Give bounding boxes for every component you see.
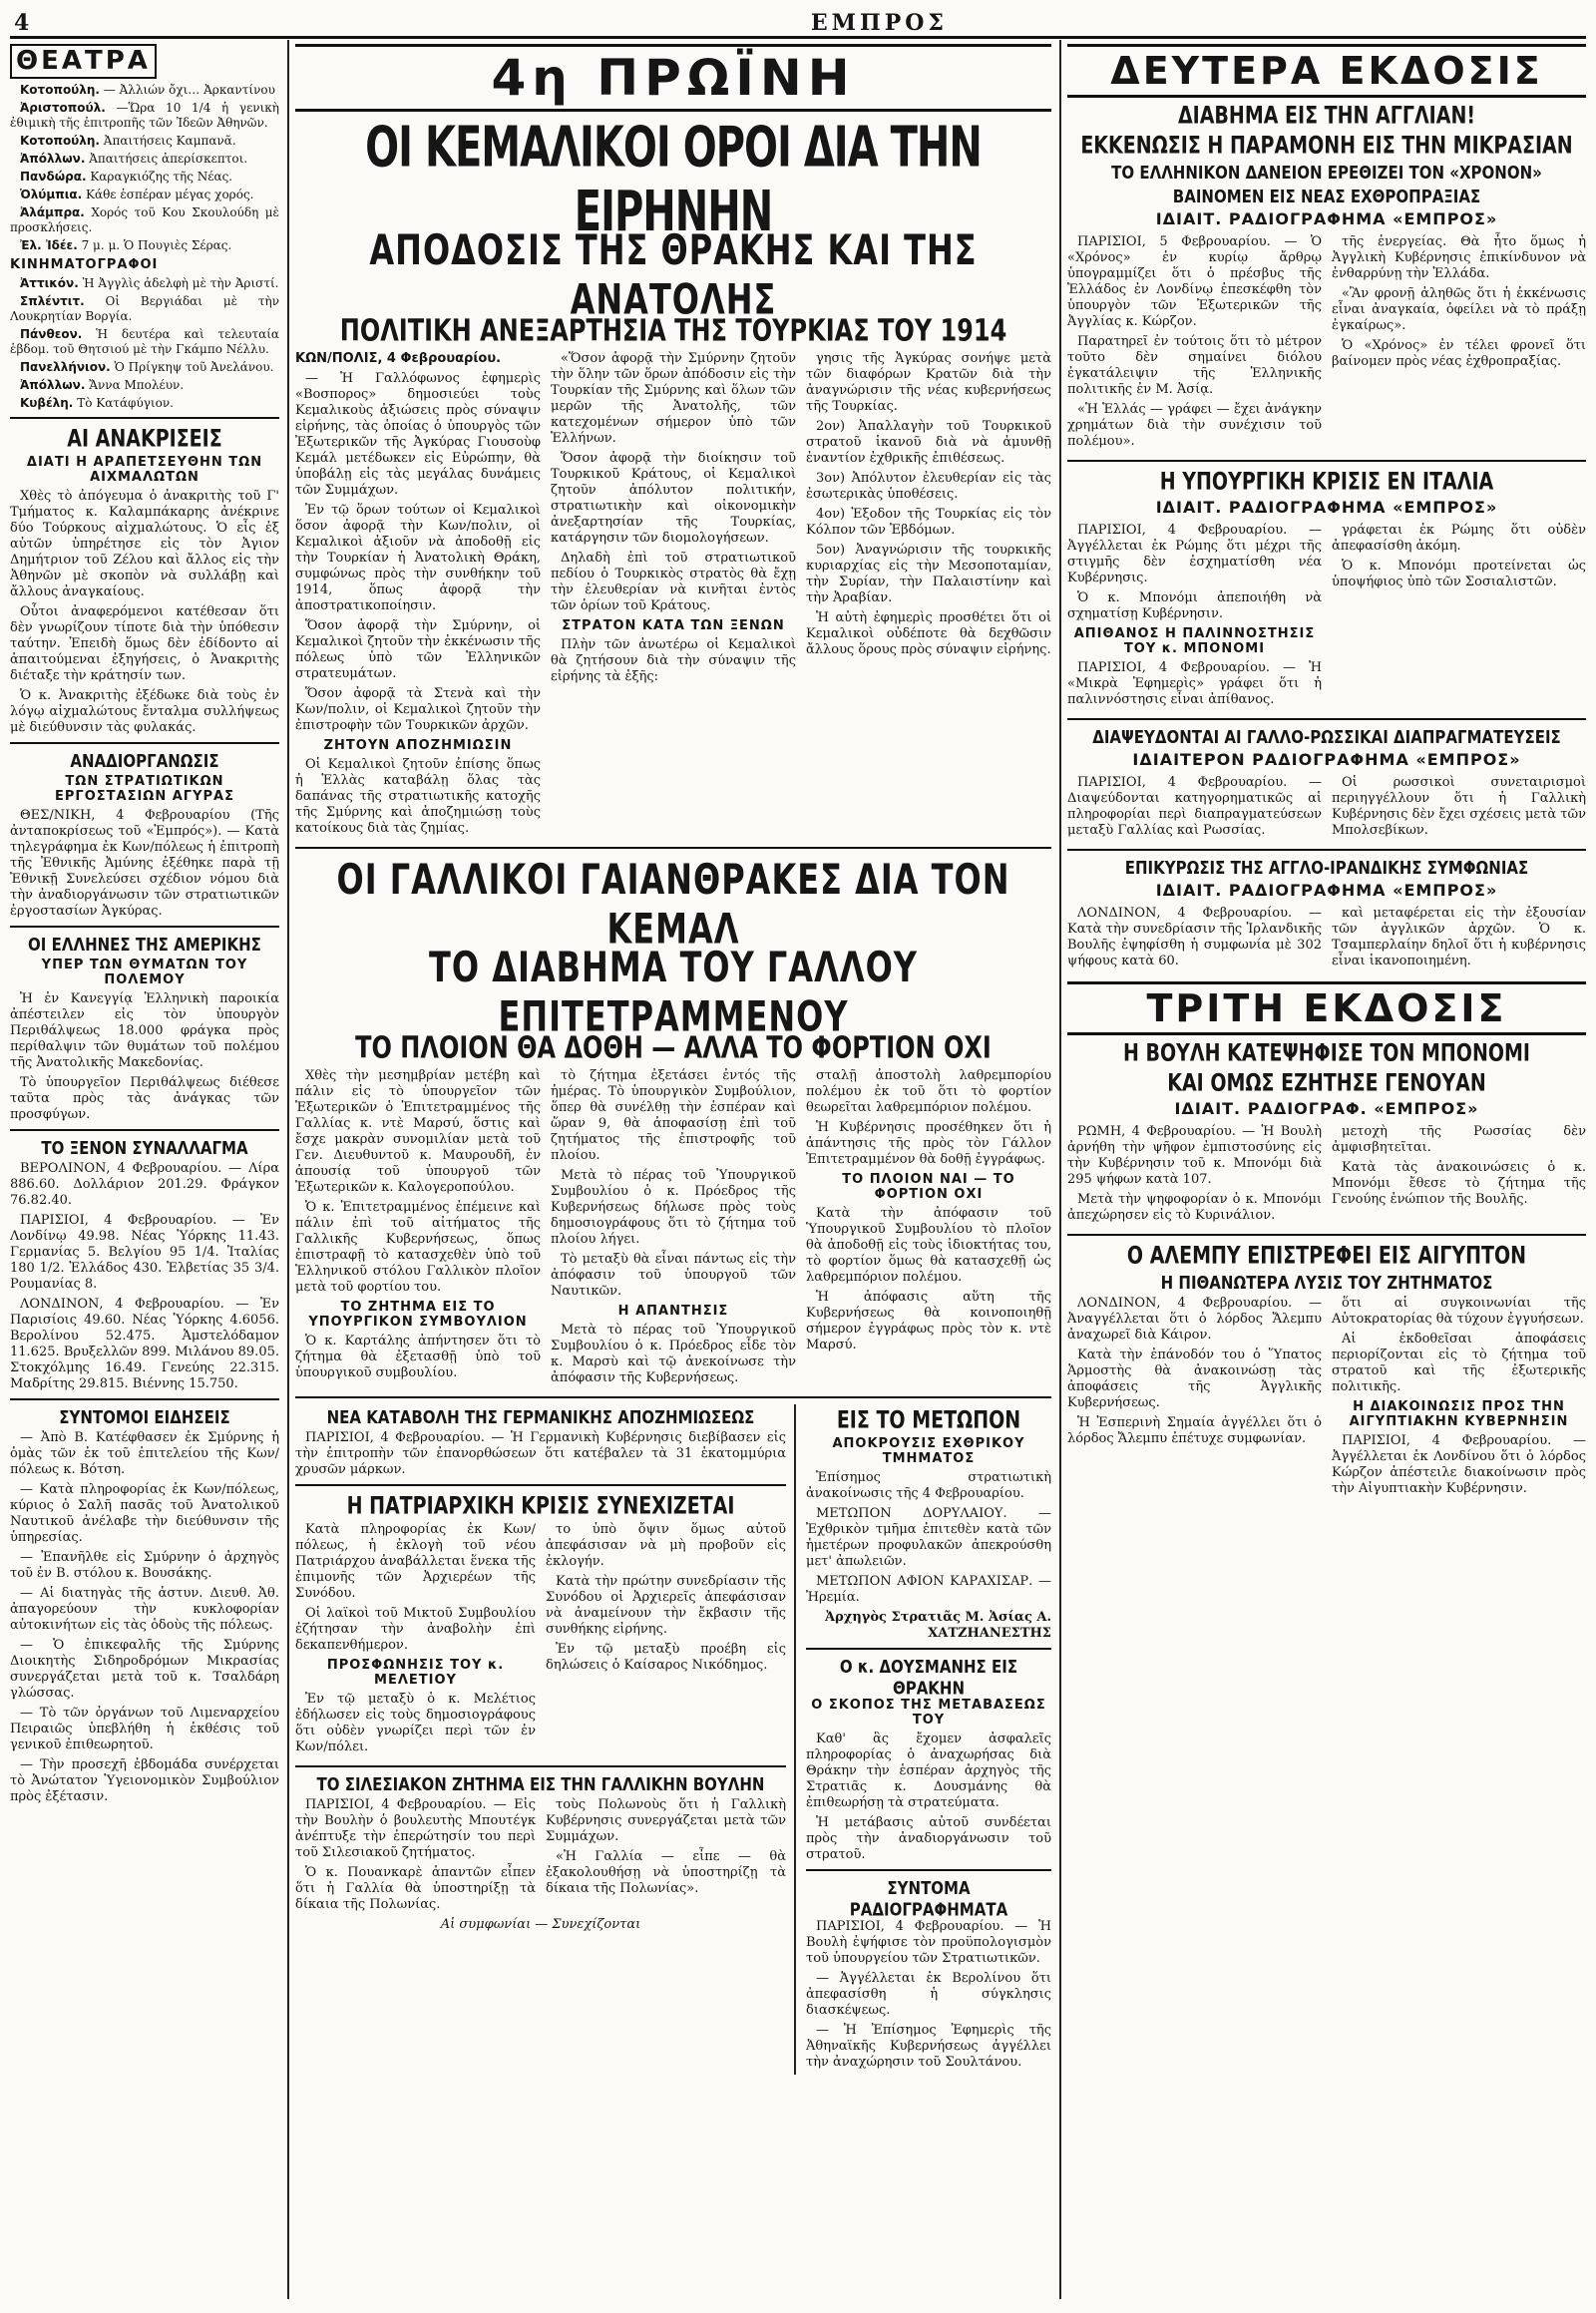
patriarch-subhead: ΠΡΟΣΦΩΝΗΣΙΣ ΤΟΥ κ. ΜΕΛΕΤΙΟΥ: [326, 1658, 505, 1688]
coal-subhead-3: ΤΟ ΠΛΟΙΟΝ ΝΑΙ — ΤΟ ΦΟΡΤΙΟΝ ΟΧΙ: [842, 1172, 1015, 1202]
cinema-title: ΚΙΝΗΜΑΤΟΓΡΑΦΟΙ: [10, 257, 159, 273]
listing-item: [10, 396, 279, 411]
front-body: [806, 1470, 1051, 1606]
listing-text: Ἀπαιτήσεις Καμπανᾶ.: [99, 134, 236, 149]
lead-subhead-2: ΣΤΡΑΤΟΝ ΚΑΤΑ ΤΩΝ ΞΕΝΩΝ: [562, 618, 785, 633]
paragraph: Χθὲς τὸ ἀπόγευμα ὁ ἀνακριτὴς τοῦ Γ' Τμήματος κ. Καλαμπάκαρης ἀνέκρινε δύο Τούρκους αἰχμαλώτους. Ὁ εἷς ἐξ αὐτῶν ὑπηρέτησε εἰς τὸν Ἀγιον Δημήτριον τοῦ Ζέλου καὶ ἄλλος εἰς τὴν Ἀθηνῶν μὲ σκοπὸν νὰ συλλάβῃ καὶ ἄλλους ἀναγκαίους.: [10, 489, 279, 600]
paragraph: 3ον) Ἀπόλυτον ἐλευθερίαν εἰς τὰς ἐσωτερικὰς ὑποθέσεις.: [806, 471, 1051, 502]
paragraph: Μετὰ τὸ πέρας τοῦ Ὑπουργικοῦ Συμβουλίου ὁ κ. Πρόεδρος εἶδε τὸν κ. Μαρσὺ καὶ τῷ ἀνεκοίνωσε τὴν ἀπόφασιν τῆς Κυβερνήσεως.: [551, 1323, 796, 1385]
anglo-irish-title: ΕΠΙΚΥΡΩΣΙΣ ΤΗΣ ΑΓΓΛΟ-ΙΡΑΝΔΙΚΗΣ ΣΥΜΦΩΝΙΑΣ: [1124, 857, 1529, 879]
paragraph: Ἐπίσημος στρατιωτικὴ ἀνακοίνωσις τῆς 4 Φεβρουαρίου.: [806, 1470, 1051, 1501]
column-rule: [287, 40, 289, 2299]
paragraph: Οἱ λαϊκοὶ τοῦ Μικτοῦ Συμβουλίου ἐζήτησαν τὴν ἀναβολὴν ἐπὶ δεκαπενθήμερον.: [295, 1606, 536, 1653]
paragraph: «Ὅσον ἀφορᾷ τὴν Σμύρνην ζητοῦν τὴν ὅλην τῶν ὅρων ἀπόδοσιν εἰς τὴν Τουρκίαν τῆς Σμύρνης καὶ ὅλων τῶν μερῶν τῆς Ἀνατολῆς, τῶν κατεχομένων σήμερον ὑπὸ τῶν Ἑλλήνων.: [551, 351, 796, 446]
allenby-subheadline: Η ΠΙΘΑΝΩΤΕΡΑ ΛΥΣΙΣ ΤΟΥ ΖΗΤΗΜΑΤΟΣ: [1160, 1272, 1493, 1294]
paragraph: Κατὰ πληροφορίας ἐκ Κων/πόλεως, ἡ ἐκλογὴ τοῦ νέου Πατριάρχου ἀναβάλλεται ἕνεκα τῆς ἐπιμονῆς τῶν Ἀρχιερέων τῆς Συνόδου.: [295, 1522, 536, 1601]
paragraph: Ἡ ἐν Κανεγγίᾳ Ἑλληνικὴ παροικία ἀπέστειλεν εἰς τὸν ὑπουργὸν Περιθάλψεως 18.000 φράγκα πρὸς περίθαλψιν τῶν θυμάτων τοῦ πολέμου τῆς Ἀνατολικῆς Μακεδονίας.: [10, 991, 279, 1071]
paragraph: σταλῇ ἀποστολὴ λαθρεμπορίου πολέμου ἐκ τοῦ ὅτι τὸ φορτίον θεωρεῖται λαθρεμπόριον πολέμου.: [806, 1068, 1051, 1115]
paragraph: Καθ' ἃς ἔχομεν ἀσφαλεῖς πληροφορίας ὁ ἀναχωρήσας διὰ Θράκην τὴν ἑσπέραν ἀρχηγὸς τῆς Στρατιᾶς κ. Δουσμάνης θὰ ἐπιθεωρήσῃ τὰ στρατεύματα.: [806, 1732, 1051, 1810]
paragraph: Δηλαδὴ ἐπὶ τοῦ στρατιωτικοῦ πεδίου ὁ Τουρκικὸς στρατὸς θὰ ἔχῃ τὴν ἐλευθερίαν νὰ κινῆται ἐντὸς τῶν ὁρίων τοῦ Κράτους.: [551, 551, 796, 613]
paragraph: 2ον) Ἀπαλλαγὴν τοῦ Τουρκικοῦ στρατοῦ ἱκανοῦ διὰ νὰ ἀμυνθῇ ἐναντίον ἐχθρικῆς ἐπιθέσεως.: [806, 419, 1051, 466]
paragraph: τοὺς Πολωνοὺς ὅτι ἡ Γαλλικὴ Κυβέρνησις συνεργάζεται μετὰ τῶν Συμμάχων.: [546, 1797, 786, 1844]
paragraph: ΒΕΡΟΛΙΝΟΝ, 4 Φεβρουαρίου. — Λίρα 886.60. Δολλάριον 201.29. Φράγκον 76.82.40.: [10, 1161, 279, 1209]
listing-name: Κοτοπούλη.: [20, 134, 100, 149]
listing-text: Καραγκιόζης τῆς Νέας.: [86, 170, 233, 185]
right-column: [1067, 44, 1586, 2300]
paragraph: — Ἐπανῆλθε εἰς Σμύρνην ὁ ἀρχηγὸς τοῦ ἐν Β. στόλου κ. Βουσάκης.: [10, 1550, 279, 1582]
listing-name: Ὀλύμπια.: [20, 188, 83, 202]
paragraph: Κατὰ τὰς ἀνακοινώσεις ὁ κ. Μπονόμι ἔθεσε τὸ ζήτημα τῆς Γενούης ἐνώπιον τῆς Βουλῆς.: [1332, 1160, 1586, 1207]
masthead: [10, 8, 1586, 39]
allenby-headline: Ο ΑΛΕΜΠΥ ΕΠΙΣΤΡΕΦΕΙ ΕΙΣ ΑΙΓΥΠΤΟΝ: [1126, 1242, 1527, 1270]
edition-4-title: 4η ΠΡΩΪΝΗ: [295, 44, 1051, 112]
paragraph: Αἱ ἐκδοθεῖσαι ἀποφάσεις περιορίζονται εἰς τὸ ζήτημα τοῦ στρατοῦ καὶ τῆς ἐξωτερικῆς πολιτικῆς.: [1332, 1332, 1586, 1394]
paragraph: ΠΑΡΙΣΙΟΙ, 4 Φεβρουαρίου. — Ἐν Λονδίνῳ 49.98. Νέας Ὑόρκης 11.43. Γερμανίας 5. Βελγίου 95 1/4. Ἰταλίας 180 1/2. Ἑλλάδος 430. Ἑλβετίας 35 3/4. Ρουμανίας 8.: [10, 1213, 279, 1293]
bonomi-headline: Η ΒΟΥΛΗ ΚΑΤΕΨΗΦΙΣΕ ΤΟΝ ΜΠΟΝΟΜΙ: [1123, 1039, 1530, 1067]
cinema-list: [10, 276, 279, 411]
listing-item: [10, 134, 279, 149]
paragraph: Κατὰ τὴν πρώτην συνεδρίασιν τῆς Συνόδου οἱ Ἀρχιερεῖς ἀπεφάσισαν νὰ ἀναμείνουν τὴν ἔκβασιν τῆς συνθήκης εἰρήνης.: [546, 1574, 786, 1637]
paragraph: Ἐν τῷ ὅρων τούτων οἱ Κεμαλικοὶ ὅσον ἀφορᾷ τὴν Κων/πολιν, οἱ Κεμαλικοὶ ἀξιοῦν νὰ ἀποδοθῇ εἰς τὴν Τουρκίαν ἡ Ἀνατολικὴ Θράκη, συμφώνως πρὸς τὴν συνθήκην τοῦ 1914, ὅπως ἀφορᾷ τὴν ἀποστρατικοποίησιν.: [295, 503, 541, 613]
paragraph: Μετὰ τὴν ψηφοφορίαν ὁ κ. Μπονόμι ἀπεχώρησεν εἰς τὸ Κυρινάλιον.: [1067, 1192, 1322, 1223]
listing-text: —Ὥρα 10 1/4 ἡ γενικὴ ἐθιμικὴ τῆς ἐπιτροπῆς τῶν Ἰδεῶν Ἀθηνῶν.: [10, 101, 279, 131]
paragraph: ὅτι αἱ συγκοινωνίαι τῆς Αὐτοκρατορίας θὰ τύχουν ἐγγυήσεων.: [1332, 1296, 1586, 1327]
front-title: ΕΙΣ ΤΟ ΜΕΤΩΠΟΝ: [836, 1406, 1021, 1434]
listing-name: Ἀριστοπούλ.: [20, 101, 106, 116]
paragraph: ΛΟΝΔΙΝΟΝ, 4 Φεβρουαρίου. — Κατὰ τὴν συνεδρίασιν τῆς Ἰρλανδικῆς Βουλῆς ἐψηφίσθη ἡ συμφωνία μὲ 302 ψήφους κατὰ 60.: [1067, 906, 1322, 968]
front-subtitle: ΑΠΟΚΡΟΥΣΙΣ ΕΧΘΡΙΚΟΥ ΤΜΗΜΑΤΟΣ: [832, 1436, 1025, 1466]
allenby-subhead: Η ΔΙΑΚΟΙΝΩΣΙΣ ΠΡΟΣ ΤΗΝ ΑΙΓΥΠΤΙΑΚΗΝ ΚΥΒΕΡΝΗΣΙΝ: [1349, 1399, 1569, 1429]
dousmanis-body: [806, 1732, 1051, 1863]
england-subheadline: ΕΚΚΕΝΩΣΙΣ Η ΠΑΡΑΜΟΝΗ ΕΙΣ ΤΗΝ ΜΙΚΡΑΣΙΑΝ: [1080, 132, 1573, 160]
paragraph: Ὅσον ἀφορᾷ τὴν Σμύρνην, οἱ Κεμαλικοὶ ζητοῦν τὴν ἐκκένωσιν τῆς πόλεως ὑπὸ τῶν Ἑλληνικῶν στρατευμάτων.: [295, 618, 541, 681]
england-deck-2: ΒΑΙΝΟΜΕΝ ΕΙΣ ΝΕΑΣ ΕΧΘΡΟΠΡΑΞΙΑΣ: [1172, 186, 1481, 207]
paragraph: Οὗτοι ἀναφερόμενοι κατέθεσαν ὅτι δὲν γνωρίζουν τίποτε διὰ τὴν ὑπόθεσιν ταύτην. Ἐπειδὴ ὅμως δὲν ἐδίδοντο αἱ ἀπαιτούμεναι ἐξηγήσεις, ὁ Ἀνακριτὴς διέταξε τὴν κράτησίν των.: [10, 604, 279, 684]
paragraph: 4ον) Ἐξοδον τῆς Τουρκίας εἰς τὸν Κόλπον τῶν Ἐβδόμων.: [806, 507, 1051, 538]
paragraph: ΜΕΤΩΠΟΝ ΔΟΡΥΛΑΙΟΥ. — Ἐχθρικὸν τμῆμα ἐπιτεθὲν κατὰ τῶν ἡμετέρων προφυλακῶν ἀπεκρούσθη μετ' ἀπωλειῶν.: [806, 1506, 1051, 1569]
paragraph: — Ἀπὸ Β. Κατέφθασεν ἐκ Σμύρνης ἡ ὁμὰς τῶν ἐκ τοῦ ἐπιτελείου τῆς Κων/πόλεως κ. Βότση.: [10, 1430, 279, 1478]
investigations-subtitle: ΔΙΑΤΙ Η ΑΡΑΠΕΤΣΕΥΘΗΝ ΤΩΝ ΑΙΧΜΑΛΩΤΩΝ: [26, 455, 263, 486]
patriarch-title: Η ΠΑΤΡΙΑΡΧΙΚΗ ΚΡΙΣΙΣ ΣΥΝΕΧΙΖΕΤΑΙ: [346, 1492, 735, 1520]
listing-name: Πανελλήνιον.: [20, 360, 111, 375]
lead-deck: ΠΟΛΙΤΙΚΗ ΑΝΕΞΑΡΤΗΣΙΑ ΤΗΣ ΤΟΥΡΚΙΑΣ ΤΟΥ 1914: [339, 313, 1007, 348]
listing-name: Σπλέντιτ.: [20, 294, 85, 309]
paragraph: ΘΕΣ/ΝΙΚΗ, 4 Φεβρουαρίου (Τῆς ἀνταποκρίσεως τοῦ «Ἐμπρός»). — Κατὰ τηλεγράφημα ἐκ Κων/πόλεως ἡ ἐπιτροπὴ τῆς Ἐθνικῆς Ἀμύνης ἐξέθηκε παρὰ τῇ Ἐθνικῇ Συνελεύσει σχέδιον νόμου διὰ τὴν ἀναδιοργάνωσιν τῶν στρατιωτικῶν ἐργοστασίων Ἀγκύρας.: [10, 808, 279, 920]
listing-text: Οἱ Βεργιάδαι μὲ τὴν Λουκρητίαν Βοργία.: [10, 294, 279, 324]
paragraph: Τὸ μεταξὺ θὰ εἶναι πάντως εἰς τὴν ἀπόφασιν τοῦ ὑπουργοῦ τῶν Ναυτικῶν.: [551, 1252, 796, 1299]
listing-name: Ἐλ. Ἰδέε.: [20, 238, 78, 253]
paragraph: ΠΑΡΙΣΙΟΙ, 4 Φεβρουαρίου. — Ἡ Βουλὴ ἐψήφισε τὸν προϋπολογισμὸν τοῦ ὑπουργείου τῶν Στρατιωτικῶν.: [806, 1919, 1051, 1966]
radiograms-body: [806, 1919, 1051, 2071]
paragraph: — Τὸ τῶν ὀργάνων τοῦ Λιμεναρχείου Πειραιῶς ὑπεβλήθη ἡ ἐκθέσις τοῦ γενικοῦ ἐπιθεωρητοῦ.: [10, 1706, 279, 1753]
england-source: ΙΔΙΑΙΤ. ΡΑΔΙΟΓΡΑΦΗΜΑ «ΕΜΠΡΟΣ»: [1155, 209, 1498, 228]
reorganization-title: ΑΝΑΔΙΟΡΓΑΝΩΣΙΣ: [70, 750, 219, 772]
paragraph: γησις τῆς Ἀγκύρας σονήψε μετὰ τῶν διαφόρων Κρατῶν διὰ τὴν ἀναγνώρισιν τῆς νέας κυβερνήσεως τῆς Τουρκίας.: [806, 351, 1051, 414]
listing-item: [10, 294, 279, 324]
listing-item: [10, 238, 279, 253]
german-reparations-title: ΝΕΑ ΚΑΤΑΒΟΛΗ ΤΗΣ ΓΕΡΜΑΝΙΚΗΣ ΑΠΟΖΗΜΙΩΣΕΩΣ: [326, 1406, 755, 1428]
listing-text: Κάθε ἑσπέραν μέγας χορός.: [82, 188, 254, 202]
paper-name: ΕΜΠΡΟΣ: [810, 10, 948, 36]
coal-subhead-1: ΤΟ ΖΗΤΗΜΑ ΕΙΣ ΤΟ ΥΠΟΥΡΓΙΚΟΝ ΣΥΜΒΟΥΛΙΟΝ: [308, 1300, 528, 1330]
greeks-america-body: [10, 991, 279, 1123]
listing-item: [10, 205, 279, 235]
franco-russian-source: ΙΔΙΑΙΤΕΡΟΝ ΡΑΔΙΟΓΡΑΦΗΜΑ «ΕΜΠΡΟΣ»: [1132, 750, 1521, 769]
listing-item: [10, 83, 279, 98]
paragraph: «Ἂν φρονῇ ἀληθῶς ὅτι ἡ ἐκκένωσις εἶναι ἀναγκαία, ὀφείλει νὰ τὸ πράξῃ ἐγκαίρως».: [1332, 286, 1586, 333]
paragraph: Ὁ κ. Καρτάλης ἀπήντησεν ὅτι τὸ ζήτημα θὰ ἐξετασθῇ ὑπὸ τοῦ ὑπουργικοῦ συμβουλίου.: [295, 1334, 541, 1380]
paragraph: Ὁ κ. Ἐπιτετραμμένος ἐπέμεινε καὶ πάλιν ἐπὶ τοῦ αἰτήματος τῆς Γαλλικῆς Κυβερνήσεως, ὅπως ἐπιστραφῇ τὸ κατασχεθὲν ὑπὸ τοῦ Ἑλληνικοῦ στόλου Γαλλικὸν πλοῖον μετὰ τοῦ φορτίου του.: [295, 1200, 541, 1295]
paragraph: ΠΑΡΙΣΙΟΙ, 4 Φεβρουαρίου. — Ἀγγέλλεται ἐκ Ρώμης ὅτι μέχρι τῆς στιγμῆς δὲν ἐσχηματίσθη νέα Κυβέρνησις.: [1067, 523, 1322, 585]
paragraph: ΛΟΝΔΙΝΟΝ, 4 Φεβρουαρίου. — Ἐν Παρισίοις 49.60. Νέας Ὑόρκης 4.6056. Βερολίνου 52.475. Ἀμστελόδαμον 11.625. Βρυξελλῶν 899. Μιλάνου 89.05. Στοκχόλμης 16.49. Γενεύης 22.315. Μαδρίτης 29.815. Βιέννης 15.750.: [10, 1297, 279, 1392]
listing-item: [10, 188, 279, 202]
listing-item: [10, 152, 279, 167]
paragraph: ΠΑΡΙΣΙΟΙ, 4 Φεβρουαρίου. — Εἰς τὴν Βουλὴν ὁ βουλευτὴς Μπουτέγκ ἀνέπτυξε τὴν ἐπερώτησίν του περὶ τοῦ Σιλεσιακοῦ ζητήματος.: [295, 1797, 536, 1860]
paragraph: καὶ μεταφέρεται εἰς τὴν ἐξουσίαν τῶν ἀγγλικῶν ἀρχῶν. Ὁ κ. Τσαμπερλαίην δηλοῖ ὅτι ἡ κυβέρνησις εἶναι ἱκανοποιημένη.: [1332, 906, 1586, 968]
listing-name: Κοτοπούλη.: [20, 83, 100, 98]
paragraph: Ὁ κ. Πουανκαρὲ ἀπαντῶν εἶπεν ὅτι ἡ Γαλλία θὰ ὑποστηρίξῃ τὰ δίκαια τῆς Πολωνίας.: [295, 1865, 536, 1912]
paragraph: ΠΑΡΙΣΙΟΙ, 4 Φεβρουαρίου. — Ἀγγέλλεται ἐκ Λονδίνου ὅτι ὁ λόρδος Κώρζον ἀπέστειλε διακοίνωσιν πρὸς τὴν Αἰγυπτιακὴν Κυβέρνησιν.: [1332, 1433, 1586, 1496]
listing-text: Χορός τοῦ Κου Σκουλούδη μὲ προσκλήσεις.: [10, 205, 279, 235]
lead-dateline: ΚΩΝ/ΠΟΛΙΣ, 4 Φεβρουαρίου.: [295, 351, 502, 366]
dousmanis-title: Ο κ. ΔΟΥΣΜΑΝΗΣ ΕΙΣ ΘΡΑΚΗΝ: [839, 1656, 1018, 1700]
paragraph: Παρατηρεῖ ἐν τούτοις ὅτι τὸ μέτρον τοῦτο δὲν σημαίνει διόλου ἐγκατάλειψιν τῆς Ἑλληνικῆς πολιτικῆς ἐν Μ. Ἀσίᾳ.: [1067, 334, 1322, 397]
investigations-title: ΑΙ ΑΝΑΚΡΙΣΕΙΣ: [67, 425, 222, 453]
paragraph: γράφεται ἐκ Ρώμης ὅτι οὐδὲν ἀπεφασίσθη ἀκόμη.: [1332, 523, 1586, 554]
paragraph: Ὅσον ἀφορᾷ τὰ Στενὰ καὶ τὴν Κων/πολιν, οἱ Κεμαλικοὶ ζητοῦν τὴν ἐπιστροφὴν τῶν Τουρκικῶν ἀρχῶν.: [295, 686, 541, 733]
paragraph: Ἡ αὐτὴ ἐφημερὶς προσθέτει ὅτι οἱ Κεμαλικοὶ οὐδέποτε θὰ δεχθῶσιν ἄλλους ὅρους πρὸς σύναψιν εἰρήνης.: [806, 610, 1051, 657]
listing-item: [10, 276, 279, 291]
paragraph: «Ἡ Ἑλλάς — γράφει — ἔχει ἀνάγκην χρημάτων διὰ τὴν συνέχισιν τοῦ πολέμου».: [1067, 402, 1322, 449]
theatres-title: ΘΕΑΤΡΑ: [10, 44, 157, 79]
paragraph: Μετὰ τὸ πέρας τοῦ Ὑπουργικοῦ Συμβουλίου ὁ κ. Πρόεδρος τῆς Κυβερνήσεως δήλωσε πρὸς τοὺς δημοσιογράφους ὅτι τὸ ζήτημα τοῦ πλοίου λήγει.: [551, 1168, 796, 1247]
paragraph: μετοχὴ τῆς Ρωσσίας δὲν ἀμφισβητεῖται.: [1332, 1124, 1586, 1155]
paragraph: Οἱ ρωσσικοὶ συνεταιρισμοὶ περιηγγέλλουν ὅτι ἡ Γαλλικὴ Κυβέρνησις δὲν ἔχει σχέσεις μετὰ τῶν Μπολσεβίκων.: [1332, 775, 1586, 838]
center-column: [295, 44, 1051, 2300]
paragraph: Ὅσον ἀφορᾷ τὴν διοίκησιν τοῦ Τουρκικοῦ Κράτους, οἱ Κεμαλικοὶ ζητοῦν ἀπόλυτον πολιτικήν, στρατιωτικὴν καὶ οἰκονομικὴν ἀνεξαρτησίαν τῆς Τουρκίας, κατάργησιν τῶν διομολογήσεων.: [551, 451, 796, 546]
listing-name: Ἀπόλλων.: [20, 152, 86, 167]
listing-name: Πανδώρα.: [20, 170, 87, 185]
paragraph: Ὁ κ. Ἀνακριτὴς ἐξέδωκε διὰ τοὺς ἐν λόγῳ αἰχμαλώτους ἔνταλμα συλλήψεως μὲ διεύθυνσιν τὰς φυλακάς.: [10, 688, 279, 736]
front-signature: Ἀρχηγὸς Στρατιᾶς Μ. Ἀσίας Α. ΧΑΤΖΗΑΝΕΣΤΗΣ: [825, 1610, 1051, 1641]
investigations-body: [10, 489, 279, 736]
german-reparations-body: [295, 1430, 786, 1478]
listing-name: Ἀλάμπρα.: [20, 205, 85, 220]
paragraph: «Ἡ Γαλλία — εἶπε — θὰ ἐξακολουθήσῃ νὰ ὑποστηρίζῃ τὰ δίκαια τῆς Πολωνίας».: [546, 1849, 786, 1896]
listing-name: Πάνθεον.: [20, 327, 83, 342]
listing-name: Ἀττικόν.: [20, 276, 79, 291]
paragraph: τὸ ζήτημα ἐξετάσει ἐντός τῆς ἡμέρας. Τὸ ὑπουργικὸν Συμβούλιον, ὅπερ θὰ συνέλθῃ τὴν ἑσπέραν καὶ ὥραν 9, θὰ ἀποφασίσῃ ἐπὶ τοῦ ζητήματος τῆς ἐπιστροφῆς τοῦ πλοίου.: [551, 1068, 796, 1163]
lead-article: [295, 351, 1051, 841]
coal-subheadline: ΤΟ ΔΙΑΒΗΜΑ ΤΟΥ ΓΑΛΛΟΥ ΕΠΙΤΕΤΡΑΜΜΕΝΟΥ: [429, 943, 918, 1041]
reorganization-subtitle: ΤΩΝ ΣΤΡΑΤΙΩΤΙΚΩΝ ΕΡΓΟΣΤΑΣΙΩΝ ΑΓΥΡΑΣ: [55, 774, 234, 805]
reorganization-body: [10, 808, 279, 920]
listing-item: [10, 360, 279, 375]
england-headline: ΔΙΑΒΗΜΑ ΕΙΣ ΤΗΝ ΑΓΓΛΙΑΝ!: [1177, 102, 1476, 130]
listing-text: Ἡ δευτέρα καὶ τελευταία ἑβδομ. τοῦ Θητσιού μὲ τὴν Γκάμπο Νέλλυ.: [10, 327, 279, 357]
paragraph: — Τὴν προσεχῆ ἑβδομάδα συνέρχεται τὸ Ἀνώτατον Ὑγειονομικὸν Συμβούλιον πρὸς ἐξέτασιν.: [10, 1757, 279, 1805]
paragraph: ΜΕΤΩΠΟΝ ΑΦΙΟΝ ΚΑΡΑΧΙΣΑΡ. — Ἠρεμία.: [806, 1574, 1051, 1605]
paragraph: Οἱ Κεμαλικοὶ ζητοῦν ἐπίσης ὅπως ἡ Ἑλλὰς καταβάλῃ ὅλας τὰς δαπάνας τῆς στρατιωτικῆς κατοχῆς τῆς Σμύρνης καὶ ἀποζημιώσῃ τοὺς κατοίκους διὰ τὰς ζημίας.: [295, 757, 541, 836]
exchange-body: [10, 1161, 279, 1392]
bonomi-source: ΙΔΙΑΙΤ. ΡΑΔΙΟΓΡΑΦ. «ΕΜΠΡΟΣ»: [1174, 1099, 1479, 1118]
paragraph: ΠΑΡΙΣΙΟΙ, 4 Φεβρουαρίου. — Ἡ Γερμανικὴ Κυβέρνησις διεβίβασεν εἰς τὴν ἐπιτροπὴν τῶν ἐπανορθώσεων ὅτι κατέβαλεν τὰ 31 ἑκατομμύρια χρυσῶν μάρκων.: [295, 1430, 786, 1477]
paragraph: — Ἡ Γαλλόφωνος ἐφημερὶς «Βοσπορος» δημοσιεύει τοὺς Κεμαλικοὺς ἀξιώσεις πρὸς σύναψιν εἰρήνης, τὰς ὁποίας ὁ ὑπουργὸς τῶν Ἐξωτερικῶν τῆς Ἀγκύρας Γιουσοὺφ Κεμάλ μετέδωκεν εἰς Εὐρώπην, θὰ ὑποβάλῃ εἰς τὰς μεγάλας δυνάμεις τῶν Συμμάχων.: [295, 371, 541, 498]
listing-item: [10, 101, 279, 131]
silesia-footer: Αἱ συμφωνίαι — Συνεχίζονται: [440, 1917, 641, 1932]
coal-deck: ΤΟ ΠΛΟΙΟΝ ΘΑ ΔΟΘΗ — ΑΛΛΑ ΤΟ ΦΟΡΤΙΟΝ ΟΧΙ: [355, 1030, 992, 1065]
paragraph: Πλὴν τῶν ἀνωτέρω οἱ Κεμαλικοὶ θὰ ζητήσουν διὰ τὴν σύναψιν τῆς εἰρήνης τὰ ἑξῆς:: [551, 637, 796, 684]
listing-item: [10, 170, 279, 185]
lead-headline: ΟΙ ΚΕΜΑΛΙΚΟΙ ΟΡΟΙ ΔΙΑ ΤΗΝ ΕΙΡΗΝΗΝ: [365, 116, 982, 244]
italy-source: ΙΔΙΑΙΤ. ΡΑΔΙΟΓΡΑΦΗΜΑ «ΕΜΠΡΟΣ»: [1155, 498, 1498, 517]
listing-text: Ἡ Ἀγγλὶς ἀδελφὴ μὲ τὴν Ἀριστί.: [78, 276, 279, 291]
listing-item: [10, 378, 279, 393]
listing-text: — Ἀλλιών ὄχι… Ἀρκαντίνου: [99, 83, 275, 98]
paragraph: — Αἱ διατηγὰς τῆς ἀστυν. Διευθ. Ἀθ. ἀπαγορεύουν τὴν κυκλοφορίαν αὐτοκινήτων εἰς τὰς ὁδοὺς τῆς πόλεως.: [10, 1586, 279, 1634]
bonomi-subheadline: ΚΑΙ ΟΜΩΣ ΕΖΗΤΗΣΕ ΓΕΝΟΥΑΝ: [1167, 1069, 1486, 1097]
paragraph: — Ἀγγέλλεται ἐκ Βερολίνου ὅτι ἀπεφασίσθη ἡ σύγκλησις διασκέψεως.: [806, 1971, 1051, 2018]
edition-3-title: ΤΡΙΤΗ ΕΚΔΟΣΙΣ: [1067, 981, 1586, 1035]
radiograms-title: ΣΥΝΤΟΜΑ ΡΑΔΙΟΓΡΑΦΗΜΑΤΑ: [849, 1877, 1008, 1921]
listing-text: 7 μ. μ. Ὁ Πουγιὲς Σέρας.: [77, 238, 232, 253]
lead-subheadline: ΑΠΟΔΟΣΙΣ ΤΗΣ ΘΡΑΚΗΣ ΚΑΙ ΤΗΣ ΑΝΑΤΟΛΗΣ: [369, 225, 978, 324]
paragraph: Τὸ ὑπουργεῖον Περιθάλψεως διέθεσε ταῦτα πρὸς τὰς ἀνάγκας τῶν προσφύγων.: [10, 1075, 279, 1123]
greeks-america-title: ΟΙ ΕΛΛΗΝΕΣ ΤΗΣ ΑΜΕΡΙΚΗΣ: [28, 934, 261, 956]
coal-subhead-2: Η ΑΠΑΝΤΗΣΙΣ: [617, 1304, 729, 1319]
brief-news-body: [10, 1430, 279, 1805]
coal-article: [295, 1068, 1051, 1390]
paragraph: Ἡ Ἐσπερινὴ Σημαία ἀγγέλλει ὅτι ὁ λόρδος Ἄλεμπυ ἐπέτυχε συμφωνίαν.: [1067, 1415, 1322, 1446]
paragraph: Ἡ μετάβασις αὐτοῦ συνδέεται πρὸς τὴν ἀναδιοργάνωσιν τοῦ στρατοῦ.: [806, 1815, 1051, 1862]
paragraph: τῆς ἐνεργείας. Θὰ ἦτο ὅμως ἡ Ἀγγλικὴ Κυβέρνησις ἐπικίνδυνον νὰ ἐνθαρρύνῃ τὴν Ἑλλάδα.: [1332, 234, 1586, 281]
paragraph: Ἐν τῷ μεταξὺ προέβη εἰς δηλώσεις ὁ Καίσαρος Νικόδημος.: [546, 1642, 786, 1673]
dousmanis-subtitle: Ο ΣΚΟΠΟΣ ΤΗΣ ΜΕΤΑΒΑΣΕΩΣ ΤΟΥ: [811, 1698, 1046, 1728]
listing-name: Κυβέλη.: [20, 396, 74, 411]
paragraph: 5ον) Ἀναγνώρισιν τῆς τουρκικῆς κυριαρχίας εἰς τὴν Μεσοποταμίαν, τὴν Συρίαν, τὴν Παλαιστίνην καὶ τὴν Ἀραβίαν.: [806, 543, 1051, 605]
paragraph: το ὑπὸ ὄψιν ὅμως αὐτοῦ ἀπεφάσισαν νὰ μὴ προβοῦν εἰς ἐκλογήν.: [546, 1522, 786, 1569]
paragraph: Ὁ κ. Μπονόμι προτείνεται ὡς ὑποψήφιος ὑπὸ τῶν Σοσιαλιστῶν.: [1332, 559, 1586, 589]
paragraph: Ἐν τῷ μεταξὺ ὁ κ. Μελέτιος ἐδήλωσεν εἰς τοὺς δημοσιογράφους ὅτι οὐδὲν γνωρίζει περὶ τῶν ἐν Κων/πόλει.: [295, 1692, 536, 1754]
paragraph: — Ὁ ἐπικεφαλῆς τῆς Σμύρνης Διοικητὴς Σιδηροδρόμων Μικρασίας συνεργάζεται μετὰ τοῦ κ. Τσαλδάρη γλώσσας.: [10, 1638, 279, 1702]
lead-subhead-1: ΖΗΤΟΥΝ ΑΠΟΖΗΜΙΩΣΙΝ: [323, 738, 513, 753]
anglo-irish-source: ΙΔΙΑΙΤ. ΡΑΔΙΟΓΡΑΦΗΜΑ «ΕΜΠΡΟΣ»: [1155, 881, 1498, 900]
italy-subhead: ΑΠΙΘΑΝΟΣ Η ΠΑΛΙΝΝΟΣΤΗΣΙΣ ΤΟΥ κ. ΜΠΟΝΟΜΙ: [1073, 626, 1316, 656]
listing-item: [10, 327, 279, 357]
paragraph: Κατὰ τὴν ἀπόφασιν τοῦ Ὑπουργικοῦ Συμβουλίου τὸ πλοῖον θὰ ἀποδοθῇ εἰς τοὺς ἰδιοκτήτας του, τὸ φορτίον ὅμως θὰ κατασχεθῇ ὡς λαθρεμπόριον πολέμου.: [806, 1206, 1051, 1285]
left-column: [10, 44, 279, 2300]
silesia-title: ΤΟ ΣΙΛΕΣΙΑΚΟΝ ΖΗΤΗΜΑ ΕΙΣ ΤΗΝ ΓΑΛΛΙΚΗΝ ΒΟΥΛΗΝ: [316, 1773, 765, 1795]
theatre-list: [10, 83, 279, 253]
listing-text: Τὸ Κατάφύγιον.: [73, 396, 174, 411]
paragraph: ΛΟΝΔΙΝΟΝ, 4 Φεβρουαρίου. — Ἀναγγέλλεται ὅτι ὁ λόρδος Ἄλεμπυ ἀναχωρεῖ διὰ Κάιρον.: [1067, 1296, 1322, 1343]
england-deck-1: ΤΟ ΕΛΛΗΝΙΚΟΝ ΔΑΝΕΙΟΝ ΕΡΕΘΙΖΕΙ ΤΟΝ «ΧΡΟΝΟΝ»: [1111, 162, 1542, 184]
paragraph: Ὁ «Χρόνος» ἐν τέλει φρονεῖ ὅτι βαίνομεν πρὸς νέας ἐχθροπραξίας.: [1332, 338, 1586, 369]
paragraph: Ἡ ἀπόφασις αὕτη τῆς Κυβερνήσεως θὰ κοινοποιηθῇ σήμερον ἐγγράφως πρὸς τὸν κ. ντὲ Μαρσύ.: [806, 1290, 1051, 1352]
paragraph: Χθὲς τὴν μεσημβρίαν μετέβη καὶ πάλιν εἰς τὸ ὑπουργεῖον τῶν Ἐξωτερικῶν ὁ Ἐπιτετραμμένος τῆς Γαλλίας κ. ντὲ Μαρσύ, ὅστις καὶ ἔσχε μακρὰν συνομιλίαν μετὰ τοῦ Γεν. Διευθυντοῦ κ. Μαυρουδῆ, ἐν ἀπουσίᾳ τοῦ ὑπουργοῦ τῶν Ἐξωτερικῶν κ. Καλογεροπούλου.: [295, 1068, 541, 1195]
listing-text: Ἀπαιτήσεις ἀπερίσκεπτοι.: [85, 152, 248, 167]
paragraph: ΠΑΡΙΣΙΟΙ, 4 Φεβρουαρίου. — Διαψεύδονται κατηγορηματικῶς αἱ πληροφορίαι περὶ διαπραγματεύσεων μεταξὺ Γαλλίας καὶ Ρωσσίας.: [1067, 775, 1322, 838]
paragraph: ΡΩΜΗ, 4 Φεβρουαρίου. — Ἡ Βουλὴ ἀρνήθη τὴν ψῆφον ἐμπιστοσύνης εἰς τὴν Κυβέρνησιν τοῦ κ. Μπονόμι διὰ 295 ψήφων κατὰ 107.: [1067, 1124, 1322, 1187]
paragraph: — Ἡ Ἐπίσημος Ἐφημερὶς τῆς Ἀθηναϊκῆς Κυβερνήσεως ἀγγέλλει τὴν ἀναχώρησιν τοῦ Σουλτάνου.: [806, 2023, 1051, 2070]
exchange-title: ΤΟ ΞΕΝΟΝ ΣΥΝΑΛΛΑΓΜΑ: [41, 1137, 248, 1159]
paragraph: ΠΑΡΙΣΙΟΙ, 4 Φεβρουαρίου. — Ἡ «Μικρὰ Ἐφημερὶς» γράφει ὅτι ἡ παλιννόστησις εἶναι ἀπίθανος.: [1067, 660, 1322, 707]
italy-title: Η ΥΠΟΥΡΓΙΚΗ ΚΡΙΣΙΣ ΕΝ ΙΤΑΛΙΑ: [1159, 468, 1494, 496]
column-rule: [1059, 40, 1061, 2299]
greeks-america-subtitle: ΥΠΕΡ ΤΩΝ ΘΥΜΑΤΩΝ ΤΟΥ ΠΟΛΕΜΟΥ: [41, 958, 248, 988]
coal-headline: ΟΙ ΓΑΛΛΙΚΟΙ ΓΑΙΑΝΘΡΑΚΕΣ ΔΙΑ ΤΟΝ ΚΕΜΑΛ: [336, 855, 1010, 954]
listing-text: Ἄννα Μπολέυν.: [85, 378, 185, 393]
listing-name: Ἀπόλλων.: [20, 378, 86, 393]
brief-news-title: ΣΥΝΤΟΜΟΙ ΕΙΔΗΣΕΙΣ: [59, 1406, 230, 1428]
page-number: 4: [14, 10, 30, 36]
edition-2-title: ΔΕΥΤΕΡΑ ΕΚΔΟΣΙΣ: [1067, 44, 1586, 98]
franco-russian-title: ΔΙΑΨΕΥΔΟΝΤΑΙ ΑΙ ΓΑΛΛΟ-ΡΩΣΣΙΚΑΙ ΔΙΑΠΡΑΓΜΑΤΕΥΣΕΙΣ: [1092, 726, 1561, 748]
paragraph: Ὁ κ. Μπονόμι ἀπεποιήθη νὰ σχηματίσῃ Κυβέρνησιν.: [1067, 590, 1322, 621]
paragraph: — Κατὰ πληροφορίας ἐκ Κων/πόλεως, κύριος ὁ Σαλῆ πασᾶς τοῦ Ἀνατολικοῦ Ναυτικοῦ ἀνέλαβε τὴν διεύθυνσιν τῆς ὑπηρεσίας.: [10, 1482, 279, 1546]
listing-text: Ὁ Πρίγκηψ τοῦ Ἀνελάνου.: [110, 360, 274, 375]
paragraph: Κατὰ τὴν ἐπάνοδόν του ὁ Ὕπατος Ἁρμοστὴς θὰ ἀνακοινώσῃ τὰς ἀποφάσεις τῆς Ἀγγλικῆς Κυβερνήσεως.: [1067, 1348, 1322, 1410]
paragraph: Ἡ Κυβέρνησις προσέθηκεν ὅτι ἡ ἀπάντησις τῆς πρὸς τὸν Γάλλον Ἐπιτετραμμένον θὰ δοθῇ ἐγγράφως.: [806, 1120, 1051, 1167]
paragraph: ΠΑΡΙΣΙΟΙ, 5 Φεβρουαρίου. — Ὁ «Χρόνος» ἐν κυρίῳ ἄρθρῳ ὑπογραμμίζει ὅτι ὁ πρέσβυς τῆς Ἑλλάδος ἐν Λονδίνῳ ἐπεσκέφθη τὸν ὑπουργὸν τῶν Ἐξωτερικῶν τῆς Ἀγγλίας κ. Κώρζον.: [1067, 234, 1322, 329]
